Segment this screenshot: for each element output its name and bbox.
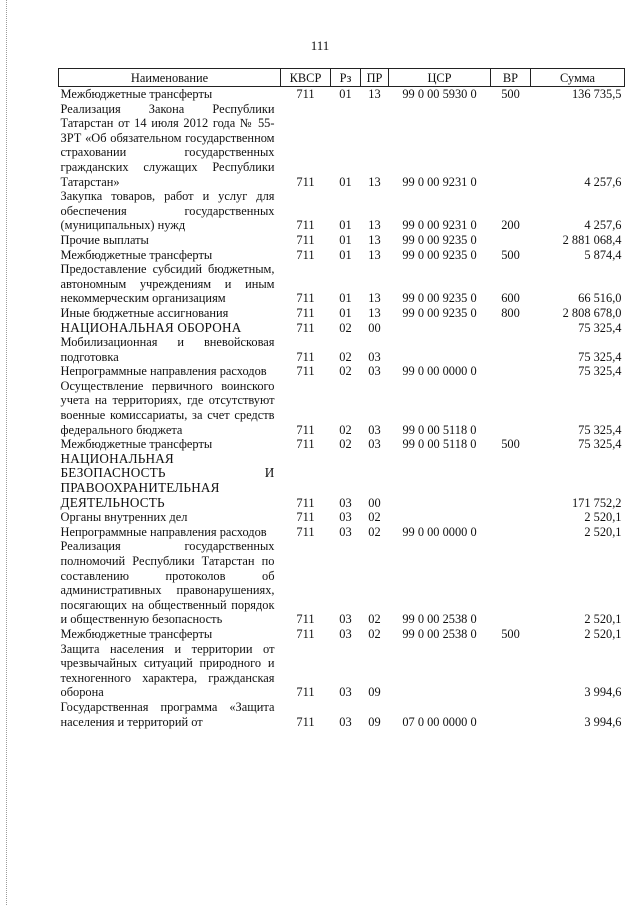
row-sum: 75 325,4 bbox=[578, 422, 622, 437]
row-pr: 13 bbox=[368, 232, 381, 247]
row-csr bbox=[389, 452, 491, 510]
row-pr: 13 bbox=[368, 174, 381, 189]
row-sum: 171 752,2 bbox=[571, 495, 622, 510]
table-row bbox=[59, 379, 625, 437]
row-name: Осуществление первичного воинского учета на территориях, где отсутствуют военные комиссариаты, за счет средств федерального бюджета bbox=[60, 378, 275, 437]
row-csr: 99 0 00 9231 0 bbox=[402, 218, 477, 233]
table-row bbox=[59, 87, 625, 102]
row-pr: 13 bbox=[368, 218, 381, 233]
row-pr: 00 bbox=[368, 320, 381, 335]
row-pr: 03 bbox=[368, 349, 381, 364]
row-pr: 03 bbox=[368, 422, 381, 437]
row-kvsr: 711 bbox=[296, 305, 315, 320]
row-rz: 01 bbox=[339, 305, 352, 320]
row-name: Непрограммные направления расходов bbox=[60, 524, 267, 539]
table-row bbox=[59, 248, 625, 263]
row-pr: 09 bbox=[368, 685, 381, 700]
row-csr: 99 0 00 9231 0 bbox=[402, 174, 477, 189]
table-row bbox=[59, 321, 625, 336]
row-rz: 02 bbox=[339, 349, 352, 364]
row-sum: 2 520,1 bbox=[584, 510, 622, 525]
table-row bbox=[59, 700, 625, 729]
row-kvsr: 711 bbox=[296, 174, 315, 189]
row-name: Государственная программа «Защита населения и территорий от bbox=[60, 699, 275, 729]
table-row bbox=[59, 642, 625, 700]
row-kvsr: 711 bbox=[296, 87, 315, 101]
row-rz: 03 bbox=[339, 714, 352, 729]
row-sum: 3 994,6 bbox=[584, 714, 622, 729]
row-vr: 500 bbox=[501, 437, 520, 452]
row-rz: 01 bbox=[339, 232, 352, 247]
row-name: Прочие выплаты bbox=[60, 232, 149, 247]
row-name: Мобилизационная и вневойсковая подготовка bbox=[60, 335, 275, 364]
row-csr: 99 0 00 5930 0 bbox=[402, 87, 477, 101]
row-name: Межбюджетные трансферты bbox=[60, 626, 213, 641]
row-name: Защита населения и территории от чрезвычайных ситуаций природного и техногенного характера, гражданская оборона bbox=[60, 641, 275, 700]
row-rz: 03 bbox=[339, 612, 352, 627]
row-kvsr: 711 bbox=[296, 320, 315, 335]
row-pr: 02 bbox=[368, 524, 381, 539]
header-sum: Сумма bbox=[531, 69, 625, 87]
row-name: Непрограммные направления расходов bbox=[60, 364, 267, 379]
row-name: Межбюджетные трансферты bbox=[60, 437, 213, 452]
row-csr: 99 0 00 5118 0 bbox=[402, 437, 477, 452]
table-row bbox=[59, 364, 625, 379]
row-sum: 2 520,1 bbox=[584, 524, 622, 539]
row-sum: 136 735,5 bbox=[571, 87, 622, 101]
row-rz: 01 bbox=[339, 291, 352, 306]
row-rz: 03 bbox=[339, 524, 352, 539]
row-kvsr: 711 bbox=[296, 422, 315, 437]
row-sum: 4 257,6 bbox=[584, 218, 622, 233]
row-rz: 01 bbox=[339, 218, 352, 233]
row-name: Закупка товаров, работ и услуг для обеспечения государственных (муниципальных) нужд bbox=[60, 189, 275, 233]
row-csr bbox=[389, 321, 491, 336]
row-pr: 09 bbox=[368, 714, 381, 729]
row-sum: 75 325,4 bbox=[578, 437, 622, 452]
row-sum: 75 325,4 bbox=[578, 364, 622, 379]
row-kvsr: 711 bbox=[296, 232, 315, 247]
row-sum: 4 257,6 bbox=[584, 174, 622, 189]
row-csr bbox=[389, 335, 491, 364]
row-sum: 66 516,0 bbox=[578, 291, 622, 306]
row-vr bbox=[491, 539, 531, 627]
row-vr bbox=[491, 452, 531, 510]
header-name: Наименование bbox=[59, 69, 281, 87]
row-rz: 01 bbox=[339, 87, 352, 101]
table-row bbox=[59, 233, 625, 248]
header-pr: ПР bbox=[361, 69, 389, 87]
row-name: Реализация Закона Республики Татарстан от 14 июля 2012 года № 55-ЗРТ «Об обязательном государственном страховании государственных гражданских служащих Республики Татарстан» bbox=[60, 101, 275, 189]
row-csr: 99 0 00 5118 0 bbox=[402, 422, 477, 437]
row-csr bbox=[389, 642, 491, 700]
row-kvsr: 711 bbox=[296, 218, 315, 233]
row-kvsr: 711 bbox=[296, 714, 315, 729]
row-vr: 500 bbox=[501, 247, 520, 262]
row-sum: 2 808 678,0 bbox=[562, 305, 622, 320]
row-name: Органы внутренних дел bbox=[60, 510, 188, 525]
header-vr: ВР bbox=[491, 69, 531, 87]
row-vr bbox=[491, 321, 531, 336]
row-kvsr: 711 bbox=[296, 626, 315, 641]
table-row bbox=[59, 452, 625, 510]
row-sum: 3 994,6 bbox=[584, 685, 622, 700]
row-kvsr: 711 bbox=[296, 291, 315, 306]
row-vr bbox=[491, 510, 531, 525]
row-rz: 03 bbox=[339, 510, 352, 525]
row-rz: 02 bbox=[339, 364, 352, 379]
row-kvsr: 711 bbox=[296, 685, 315, 700]
row-csr: 99 0 00 2538 0 bbox=[402, 626, 477, 641]
row-csr: 99 0 00 9235 0 bbox=[402, 232, 477, 247]
row-vr: 200 bbox=[501, 218, 520, 233]
row-name: Предоставление субсидий бюджетным, автономным учреждениям и иным некоммерческим организациям bbox=[60, 262, 275, 306]
row-kvsr: 711 bbox=[296, 612, 315, 627]
table-row bbox=[59, 102, 625, 190]
row-pr: 13 bbox=[368, 291, 381, 306]
row-rz: 01 bbox=[339, 247, 352, 262]
row-name: НАЦИОНАЛЬНАЯ БЕЗОПАСНОСТЬ И ПРАВООХРАНИТЕЛЬНАЯ ДЕЯТЕЛЬНОСТЬ bbox=[60, 450, 275, 510]
row-pr: 02 bbox=[368, 612, 381, 627]
row-vr: 500 bbox=[501, 626, 520, 641]
row-csr: 99 0 00 2538 0 bbox=[402, 612, 477, 627]
row-vr bbox=[491, 102, 531, 190]
row-csr: 99 0 00 9235 0 bbox=[402, 247, 477, 262]
row-pr: 03 bbox=[368, 437, 381, 452]
row-vr bbox=[491, 364, 531, 379]
row-csr: 99 0 00 9235 0 bbox=[402, 291, 477, 306]
row-csr bbox=[389, 510, 491, 525]
row-csr: 99 0 00 0000 0 bbox=[402, 524, 477, 539]
row-kvsr: 711 bbox=[296, 495, 315, 510]
table-row bbox=[59, 262, 625, 306]
row-sum: 2 520,1 bbox=[584, 612, 622, 627]
row-kvsr: 711 bbox=[296, 510, 315, 525]
scan-margin-line bbox=[6, 0, 8, 905]
row-name: Межбюджетные трансферты bbox=[60, 87, 213, 101]
budget-table bbox=[58, 68, 625, 729]
row-rz: 03 bbox=[339, 495, 352, 510]
row-csr: 99 0 00 0000 0 bbox=[402, 364, 477, 379]
row-vr bbox=[491, 642, 531, 700]
row-name: НАЦИОНАЛЬНАЯ ОБОРОНА bbox=[60, 319, 242, 335]
row-csr: 07 0 00 0000 0 bbox=[402, 714, 477, 729]
row-rz: 02 bbox=[339, 437, 352, 452]
row-vr: 500 bbox=[501, 87, 520, 101]
row-vr bbox=[491, 700, 531, 729]
row-sum: 75 325,4 bbox=[578, 320, 622, 335]
row-kvsr: 711 bbox=[296, 247, 315, 262]
row-sum: 75 325,4 bbox=[578, 349, 622, 364]
row-sum: 2 520,1 bbox=[584, 626, 622, 641]
row-pr: 13 bbox=[368, 305, 381, 320]
row-pr: 13 bbox=[368, 87, 381, 101]
table-row bbox=[59, 306, 625, 321]
row-pr: 03 bbox=[368, 364, 381, 379]
table-row bbox=[59, 627, 625, 642]
row-pr: 02 bbox=[368, 626, 381, 641]
table-header-row bbox=[59, 69, 625, 87]
row-rz: 02 bbox=[339, 422, 352, 437]
row-vr: 800 bbox=[501, 305, 520, 320]
row-rz: 03 bbox=[339, 626, 352, 641]
header-rz: Рз bbox=[331, 69, 361, 87]
table-row bbox=[59, 189, 625, 233]
table-row bbox=[59, 437, 625, 452]
header-csr: ЦСР bbox=[389, 69, 491, 87]
table-row bbox=[59, 525, 625, 540]
row-pr: 02 bbox=[368, 510, 381, 525]
row-name: Межбюджетные трансферты bbox=[60, 247, 213, 262]
row-name: Реализация государственных полномочий Республики Татарстан по составлению протоколов об административных правонарушениях, посягающих на общественный порядок и общественную безопасность bbox=[60, 539, 275, 627]
table-row bbox=[59, 510, 625, 525]
row-pr: 13 bbox=[368, 247, 381, 262]
row-vr bbox=[491, 525, 531, 540]
row-rz: 01 bbox=[339, 174, 352, 189]
row-kvsr: 711 bbox=[296, 349, 315, 364]
row-kvsr: 711 bbox=[296, 524, 315, 539]
row-rz: 02 bbox=[339, 320, 352, 335]
row-sum: 5 874,4 bbox=[584, 247, 622, 262]
page-number: 111 bbox=[310, 38, 330, 53]
header-kvsr: КВСР bbox=[281, 69, 331, 87]
row-name: Иные бюджетные ассигнования bbox=[60, 305, 229, 320]
row-vr bbox=[491, 379, 531, 437]
row-rz: 03 bbox=[339, 685, 352, 700]
row-vr bbox=[491, 233, 531, 248]
row-kvsr: 711 bbox=[296, 364, 315, 379]
table-row bbox=[59, 335, 625, 364]
row-kvsr: 711 bbox=[296, 437, 315, 452]
row-pr: 00 bbox=[368, 495, 381, 510]
table-body bbox=[59, 87, 625, 730]
row-sum: 2 881 068,4 bbox=[562, 232, 622, 247]
row-vr bbox=[491, 335, 531, 364]
row-vr: 600 bbox=[501, 291, 520, 306]
row-csr: 99 0 00 9235 0 bbox=[402, 305, 477, 320]
table-row bbox=[59, 539, 625, 627]
